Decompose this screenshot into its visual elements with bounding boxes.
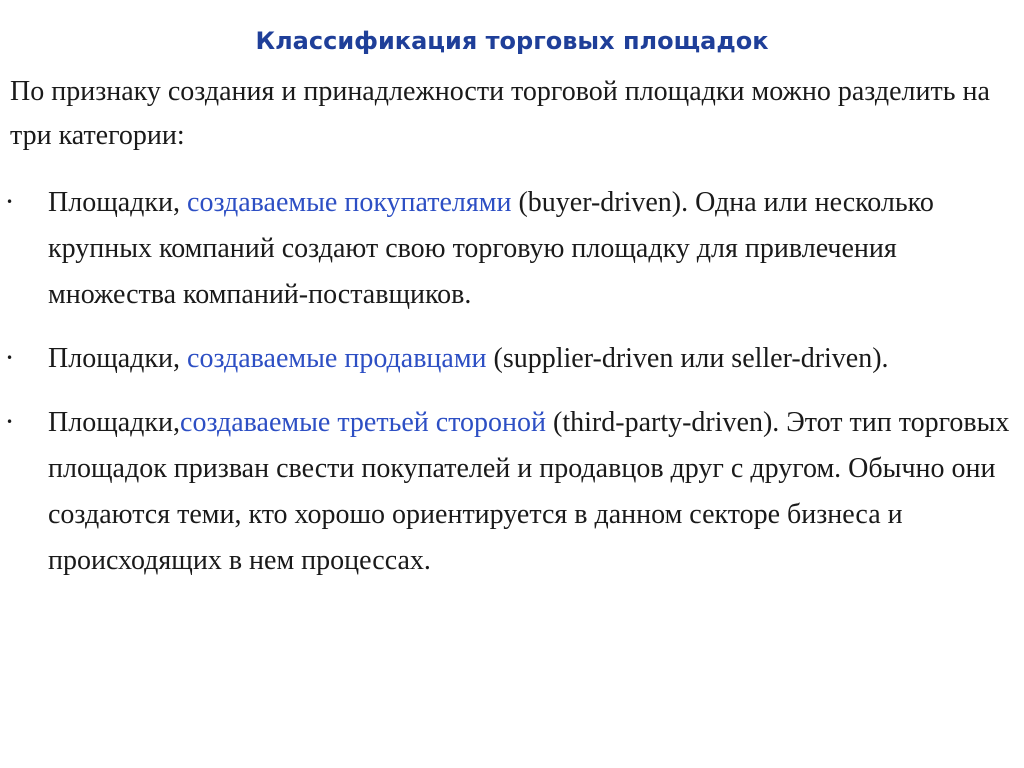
bullet-lead: Площадки, — [48, 187, 188, 218]
bullet-rest: (buyer-driven). Одна или несколько крупных компаний создают свою торговую площадку для привлечения множества компаний-поставщиков. — [48, 187, 934, 310]
intro-paragraph: По признаку создания и принадлежности торговой площадки можно разделить на три категории: — [10, 76, 990, 151]
bullet-highlight: создаваемые продавцами — [187, 343, 487, 374]
list-item-third-party-driven — [0, 400, 1024, 584]
bullet-lead: Площадки, — [48, 407, 181, 438]
bullet-icon: • — [6, 195, 14, 209]
bullet-highlight: создаваемые покупателями — [187, 187, 512, 218]
bullet-lead: Площадки, — [48, 343, 188, 374]
bullet-rest: (third-party-driven). Этот тип торговых площадок призван свести покупателей и продавцов друг с другом. Обычно они создаются теми, кто хорошо ориентируется в данном секторе бизнеса и происходящих в нем процессах. — [48, 407, 1010, 576]
bullet-icon: • — [6, 351, 14, 365]
list-item-buyer-driven — [0, 180, 1024, 318]
bullet-icon: • — [6, 415, 14, 429]
list-item-supplier-driven — [0, 336, 1024, 382]
bullet-highlight: создаваемые третьей стороной — [180, 407, 547, 438]
slide-title: Классификация торговых площадок — [255, 27, 769, 55]
category-list — [0, 180, 1024, 602]
bullet-rest: (supplier-driven или seller-driven). — [486, 343, 889, 374]
